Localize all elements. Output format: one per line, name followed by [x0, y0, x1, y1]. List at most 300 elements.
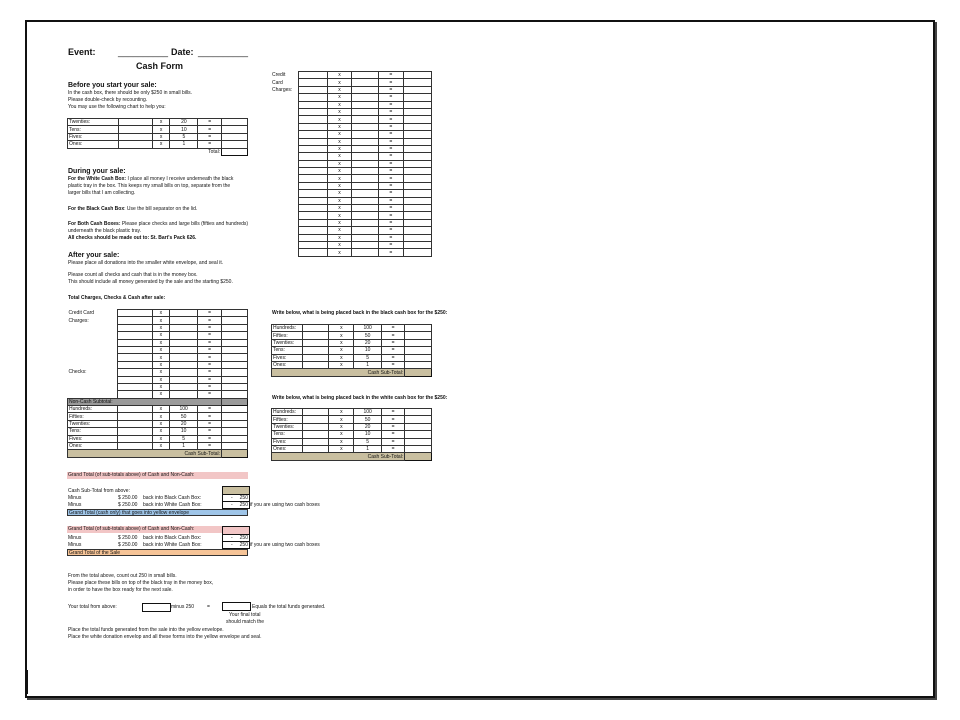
- entry-cell[interactable]: [222, 413, 248, 420]
- entry-cell[interactable]: [118, 369, 152, 376]
- table-cell: x: [152, 443, 170, 450]
- entry-cell[interactable]: [118, 376, 152, 383]
- entry-cell[interactable]: [405, 409, 432, 416]
- entry-cell[interactable]: [405, 445, 432, 452]
- entry-cell: [271, 197, 299, 204]
- entry-cell[interactable]: [118, 346, 152, 353]
- entry-cell[interactable]: [118, 391, 152, 398]
- table-cell: x: [152, 391, 170, 398]
- table-cell: =: [198, 332, 222, 339]
- entry-cell: [352, 219, 378, 226]
- entry-cell[interactable]: [299, 175, 327, 182]
- table-row: [271, 205, 432, 212]
- minus-label: Minus: [68, 535, 82, 541]
- entry-cell: [170, 354, 198, 361]
- entry-cell: [352, 101, 378, 108]
- table-row: [272, 416, 432, 423]
- entry-cell[interactable]: [405, 423, 432, 430]
- entry-cell: [170, 391, 198, 398]
- table-cell: =: [198, 420, 222, 427]
- table-row: [272, 325, 432, 332]
- entry-cell: [271, 227, 299, 234]
- table-cell: x: [327, 190, 352, 197]
- entry-cell[interactable]: [405, 431, 432, 438]
- table-cell: =: [198, 361, 222, 368]
- entry-cell: [271, 94, 299, 101]
- table-cell: Non-Cash Subtotal:: [68, 398, 222, 405]
- entry-cell[interactable]: [403, 145, 431, 152]
- table-row: [271, 108, 432, 115]
- entry-cell[interactable]: [118, 332, 152, 339]
- entry-cell: [118, 126, 152, 133]
- table-cell: Ones:: [272, 361, 303, 368]
- table-cell: Tens:: [272, 431, 303, 438]
- entry-cell[interactable]: [222, 361, 248, 368]
- table-cell: 50: [170, 413, 198, 420]
- table-cell: 100: [170, 406, 198, 413]
- table-cell: =: [378, 108, 403, 115]
- amount-250: $ 250.00: [118, 502, 138, 508]
- table-cell: x: [327, 241, 352, 248]
- entry-cell[interactable]: [403, 219, 431, 226]
- table-cell: x: [329, 423, 354, 430]
- entry-cell[interactable]: [299, 160, 327, 167]
- entry-cell[interactable]: [302, 431, 329, 438]
- table-cell: Fifties:: [68, 413, 118, 420]
- entry-cell[interactable]: [299, 197, 327, 204]
- minus-250-label: minus 250: [171, 604, 195, 610]
- table-cell: =: [378, 86, 403, 93]
- table-cell: Card: [272, 79, 283, 86]
- table-row: [271, 138, 432, 145]
- table-cell: =: [381, 445, 404, 452]
- table-cell: Fives:: [68, 133, 119, 140]
- non-cash-subtotal-row: [68, 398, 248, 405]
- entry-cell: [271, 212, 299, 219]
- entry-cell[interactable]: [299, 116, 327, 123]
- table-row: [271, 145, 432, 152]
- table-cell: =: [378, 212, 403, 219]
- entry-cell[interactable]: [222, 391, 248, 398]
- date-blank[interactable]: __________: [198, 47, 249, 57]
- entry-cell[interactable]: [405, 453, 432, 460]
- entry-cell: [170, 339, 198, 346]
- entry-cell[interactable]: [118, 310, 152, 317]
- entry-cell[interactable]: [118, 428, 152, 435]
- table-cell: =: [381, 347, 404, 354]
- table-cell: x: [327, 197, 352, 204]
- entry-cell[interactable]: [299, 227, 327, 234]
- table-cell: x: [327, 79, 352, 86]
- entry-cell[interactable]: [302, 438, 329, 445]
- entry-cell[interactable]: [403, 190, 431, 197]
- footer-line: Place the total funds generated from the sale into the yellow envelope.: [68, 627, 224, 633]
- entry-cell[interactable]: [222, 354, 248, 361]
- entry-cell[interactable]: [302, 325, 329, 332]
- entry-cell[interactable]: [299, 205, 327, 212]
- table-row: [272, 423, 432, 430]
- table-cell: =: [198, 354, 222, 361]
- black-box-table: [271, 324, 432, 377]
- table-cell: x: [152, 413, 170, 420]
- entry-cell: [352, 168, 378, 175]
- entry-cell[interactable]: [118, 443, 152, 450]
- table-row: [272, 332, 432, 339]
- table-row: [271, 123, 432, 130]
- grand-total-bar: [67, 472, 248, 479]
- your-total-box[interactable]: [142, 603, 171, 612]
- entry-cell[interactable]: [118, 420, 152, 427]
- table-row: [271, 234, 432, 241]
- date-label: Date:: [171, 47, 194, 57]
- table-row: [68, 148, 248, 155]
- entry-cell: [352, 227, 378, 234]
- table-cell: x: [152, 332, 170, 339]
- entry-cell[interactable]: [299, 168, 327, 175]
- entry-cell: [271, 101, 299, 108]
- table-cell: Fifties:: [272, 332, 303, 339]
- entry-cell: [271, 241, 299, 248]
- entry-cell[interactable]: [222, 450, 248, 457]
- table-cell: x: [152, 376, 170, 383]
- back-black-label: back into Black Cash Box:: [143, 535, 202, 541]
- entry-cell[interactable]: [403, 241, 431, 248]
- entry-cell[interactable]: [118, 354, 152, 361]
- entry-cell[interactable]: [299, 138, 327, 145]
- before-line: In the cash box, there should be only $250 in small bills.: [68, 90, 192, 96]
- page-title: Cash Form: [136, 61, 184, 71]
- entry-cell[interactable]: [299, 94, 327, 101]
- entry-cell[interactable]: [299, 234, 327, 241]
- after-heading: After your sale:: [68, 252, 120, 259]
- entry-cell[interactable]: [299, 86, 327, 93]
- grand-cash-only-bar: [67, 509, 248, 516]
- entry-cell: [271, 131, 299, 138]
- before-count-table: [67, 118, 248, 156]
- entry-cell[interactable]: [302, 361, 329, 368]
- entry-cell[interactable]: [403, 205, 431, 212]
- entry-cell[interactable]: [405, 416, 432, 423]
- entry-cell[interactable]: [405, 361, 432, 368]
- table-cell: x: [152, 126, 170, 133]
- entry-cell[interactable]: [222, 369, 248, 376]
- entry-cell[interactable]: [222, 119, 248, 126]
- entry-cell[interactable]: [405, 347, 432, 354]
- entry-cell: [68, 332, 118, 339]
- table-row: [272, 354, 432, 361]
- table-cell: 100: [354, 409, 381, 416]
- entry-cell[interactable]: [118, 413, 152, 420]
- entry-cell[interactable]: [405, 354, 432, 361]
- entry-cell: [352, 86, 378, 93]
- table-cell: 20: [354, 339, 381, 346]
- entry-cell[interactable]: [118, 383, 152, 390]
- entry-cell[interactable]: [403, 138, 431, 145]
- entry-cell[interactable]: [299, 182, 327, 189]
- entry-cell: [352, 205, 378, 212]
- entry-cell[interactable]: [403, 108, 431, 115]
- table-row: [68, 354, 248, 361]
- entry-cell[interactable]: [222, 141, 248, 148]
- table-row: [68, 317, 248, 324]
- table-cell: x: [327, 234, 352, 241]
- total-box[interactable]: [222, 148, 248, 155]
- table-cell: Ones:: [68, 141, 119, 148]
- table-cell: =: [378, 79, 403, 86]
- entry-cell[interactable]: [299, 72, 327, 79]
- entry-cell[interactable]: [403, 175, 431, 182]
- back-black-label: back into Black Cash Box:: [143, 495, 202, 501]
- entry-cell[interactable]: [302, 423, 329, 430]
- entry-cell[interactable]: [405, 369, 432, 376]
- entry-cell[interactable]: [118, 339, 152, 346]
- black-250-box[interactable]: - 250: [222, 494, 250, 502]
- entry-cell[interactable]: [299, 108, 327, 115]
- totals-heading: Total Charges, Checks & Cash after sale:: [68, 295, 166, 301]
- after-line: This should include all money generated by the sale and the starting $250.: [68, 279, 233, 285]
- white-250-box-2[interactable]: - 250: [222, 541, 250, 549]
- table-cell: Cash Sub-Total:: [272, 453, 405, 460]
- entry-cell[interactable]: [403, 79, 431, 86]
- table-cell: =: [381, 431, 404, 438]
- entry-cell[interactable]: [118, 435, 152, 442]
- entry-cell[interactable]: [403, 101, 431, 108]
- entry-cell[interactable]: [403, 234, 431, 241]
- entry-cell[interactable]: [118, 361, 152, 368]
- table-cell: x: [327, 153, 352, 160]
- entry-cell[interactable]: [222, 420, 248, 427]
- entry-cell[interactable]: [222, 398, 248, 405]
- entry-cell[interactable]: [222, 428, 248, 435]
- entry-cell: [352, 212, 378, 219]
- during-heading: During your sale:: [68, 168, 126, 175]
- minus-label: Minus: [68, 495, 82, 501]
- table-row: [271, 168, 432, 175]
- table-cell: 5: [354, 354, 381, 361]
- entry-cell[interactable]: [405, 332, 432, 339]
- entry-cell: [271, 219, 299, 226]
- table-row: [68, 428, 248, 435]
- table-cell: x: [327, 123, 352, 130]
- table-row: [68, 126, 248, 133]
- entry-cell[interactable]: [299, 212, 327, 219]
- entry-cell[interactable]: [222, 435, 248, 442]
- table-cell: x: [327, 219, 352, 226]
- table-cell: 20: [170, 420, 198, 427]
- entry-cell[interactable]: [302, 332, 329, 339]
- footer-line: From the total above, count out 250 in small bills.: [68, 573, 177, 579]
- table-cell: =: [381, 361, 404, 368]
- entry-cell[interactable]: [403, 160, 431, 167]
- table-cell: Tens:: [68, 428, 118, 435]
- table-cell: x: [329, 445, 354, 452]
- table-row: [272, 347, 432, 354]
- equals-sign: =: [207, 604, 210, 610]
- entry-cell: [352, 249, 378, 256]
- table-cell: x: [152, 310, 170, 317]
- table-cell: =: [378, 234, 403, 241]
- entry-cell[interactable]: [299, 101, 327, 108]
- entry-cell[interactable]: [299, 219, 327, 226]
- entry-cell[interactable]: [405, 339, 432, 346]
- entry-cell: [118, 133, 152, 140]
- table-cell: Charges:: [68, 317, 89, 324]
- entry-cell[interactable]: [403, 94, 431, 101]
- entry-cell[interactable]: [403, 72, 431, 79]
- table-cell: =: [198, 126, 222, 133]
- table-cell: =: [378, 190, 403, 197]
- entry-cell[interactable]: [222, 126, 248, 133]
- table-row: [68, 119, 248, 126]
- table-cell: x: [327, 72, 352, 79]
- entry-cell[interactable]: [299, 153, 327, 160]
- entry-cell[interactable]: [403, 212, 431, 219]
- entry-cell[interactable]: [403, 227, 431, 234]
- entry-cell[interactable]: [403, 86, 431, 93]
- entry-cell: [118, 119, 152, 126]
- table-row: [272, 431, 432, 438]
- table-row: [271, 190, 432, 197]
- entry-cell: [271, 249, 299, 256]
- table-cell: =: [198, 141, 222, 148]
- entry-cell: [170, 376, 198, 383]
- table-cell: =: [198, 428, 222, 435]
- during-both: For Both Cash Boxes: Please place checks and large bills (fifties and hundreds): [68, 221, 249, 227]
- entry-cell[interactable]: [299, 249, 327, 256]
- table-row: [68, 324, 248, 331]
- entry-cell[interactable]: [299, 79, 327, 86]
- table-cell: x: [327, 168, 352, 175]
- entry-cell[interactable]: [222, 324, 248, 331]
- entry-cell: [352, 79, 378, 86]
- entry-cell[interactable]: [222, 339, 248, 346]
- before-line: You may use the following chart to help you:: [68, 104, 166, 110]
- black-250-box-2[interactable]: - 250: [222, 534, 250, 542]
- table-cell: x: [327, 175, 352, 182]
- table-cell: x: [152, 346, 170, 353]
- footer-line: Please place these bills on top of the black tray in the money box,: [68, 580, 214, 586]
- entry-cell[interactable]: [403, 182, 431, 189]
- table-cell: =: [378, 227, 403, 234]
- entry-cell[interactable]: [222, 346, 248, 353]
- entry-cell[interactable]: [299, 241, 327, 248]
- table-cell: x: [152, 361, 170, 368]
- table-cell: x: [329, 347, 354, 354]
- entry-cell[interactable]: [403, 153, 431, 160]
- table-row: [68, 133, 248, 140]
- table-row: [271, 241, 432, 248]
- grand-sale-label: Grand Total of the Sale: [69, 550, 121, 556]
- entry-cell: [170, 317, 198, 324]
- entry-cell: [271, 234, 299, 241]
- table-row: [271, 131, 432, 138]
- table-cell: Tens:: [68, 126, 119, 133]
- table-row: [68, 310, 248, 317]
- entry-cell: [352, 145, 378, 152]
- entry-cell[interactable]: [302, 354, 329, 361]
- entry-cell[interactable]: [299, 131, 327, 138]
- entry-cell[interactable]: [403, 197, 431, 204]
- entry-cell: [68, 324, 118, 331]
- table-cell: Fifties:: [272, 416, 303, 423]
- two-boxes-note: if you are using two cash boxes: [250, 542, 320, 548]
- table-row: [68, 361, 248, 368]
- table-cell: Fives:: [68, 435, 118, 442]
- entry-cell[interactable]: [405, 325, 432, 332]
- entry-cell: [170, 324, 198, 331]
- entry-cell[interactable]: [302, 445, 329, 452]
- entry-cell[interactable]: [118, 406, 152, 413]
- entry-cell[interactable]: [222, 383, 248, 390]
- entry-cell[interactable]: [302, 409, 329, 416]
- entry-cell[interactable]: [118, 317, 152, 324]
- entry-cell: [271, 145, 299, 152]
- entry-cell[interactable]: [405, 438, 432, 445]
- entry-cell[interactable]: [403, 123, 431, 130]
- table-cell: x: [152, 141, 170, 148]
- entry-cell: [271, 153, 299, 160]
- table-row: [272, 339, 432, 346]
- entry-cell: [271, 108, 299, 115]
- entry-cell[interactable]: [222, 376, 248, 383]
- entry-cell[interactable]: [222, 310, 248, 317]
- entry-cell: [352, 131, 378, 138]
- table-cell: x: [327, 160, 352, 167]
- entry-cell[interactable]: [403, 116, 431, 123]
- table-cell: Tens:: [272, 347, 303, 354]
- table-cell: x: [152, 317, 170, 324]
- table-cell: =: [378, 219, 403, 226]
- entry-cell[interactable]: [222, 443, 248, 450]
- table-row: [272, 409, 432, 416]
- table-cell: x: [327, 205, 352, 212]
- entry-cell[interactable]: [299, 190, 327, 197]
- table-cell: x: [329, 431, 354, 438]
- entry-cell[interactable]: [222, 332, 248, 339]
- entry-cell[interactable]: [299, 123, 327, 130]
- white-250-box[interactable]: - 250: [222, 501, 250, 509]
- table-cell: =: [381, 354, 404, 361]
- entry-cell[interactable]: [222, 317, 248, 324]
- entry-cell[interactable]: [222, 406, 248, 413]
- entry-cell[interactable]: [403, 168, 431, 175]
- table-cell: x: [329, 409, 354, 416]
- entry-cell[interactable]: [302, 416, 329, 423]
- table-cell: 1: [354, 361, 381, 368]
- table-cell: Checks:: [68, 369, 87, 376]
- table-cell: =: [378, 175, 403, 182]
- entry-cell: [68, 339, 118, 346]
- table-cell: 50: [354, 416, 381, 423]
- entry-cell: [170, 361, 198, 368]
- final-total-box[interactable]: [222, 602, 251, 611]
- table-cell: x: [327, 145, 352, 152]
- entry-cell: [352, 116, 378, 123]
- event-blank[interactable]: __________: [118, 47, 169, 57]
- entry-cell[interactable]: [302, 347, 329, 354]
- grand-total-bar-2: [67, 526, 222, 533]
- entry-cell[interactable]: [403, 131, 431, 138]
- entry-cell[interactable]: [222, 133, 248, 140]
- entry-cell[interactable]: [403, 249, 431, 256]
- entry-cell: [352, 190, 378, 197]
- entry-cell[interactable]: [118, 324, 152, 331]
- table-cell: =: [381, 332, 404, 339]
- entry-cell: [271, 182, 299, 189]
- entry-cell[interactable]: [302, 339, 329, 346]
- entry-cell[interactable]: [299, 145, 327, 152]
- entry-cell: [170, 310, 198, 317]
